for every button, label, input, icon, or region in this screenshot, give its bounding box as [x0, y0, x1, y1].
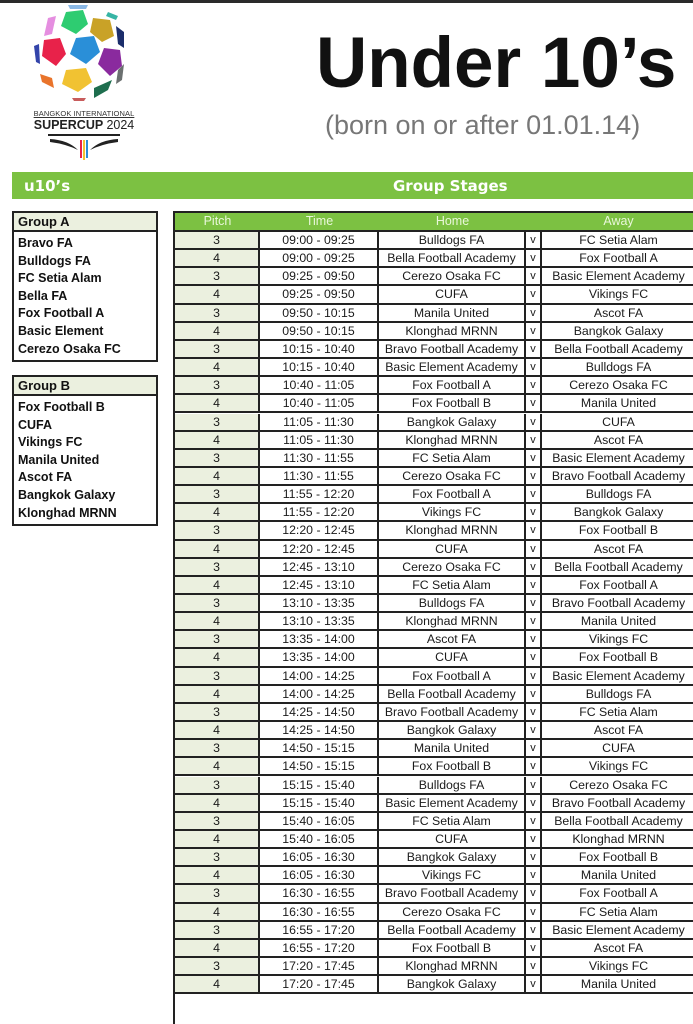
match-away-team: Manila United: [542, 613, 693, 631]
group-team: Fox Football A: [18, 306, 105, 321]
match-row: [175, 286, 693, 304]
match-row: [175, 795, 693, 813]
match-time: 12:45 - 13:10: [260, 559, 379, 577]
match-row: [175, 559, 693, 577]
match-row: [175, 305, 693, 323]
match-versus: v: [526, 795, 542, 813]
match-time: 15:40 - 16:05: [260, 831, 379, 849]
match-time: 11:30 - 11:55: [260, 450, 379, 468]
match-versus: v: [526, 649, 542, 667]
match-home-team: FC Setia Alam: [379, 450, 526, 468]
match-versus: v: [526, 595, 542, 613]
match-away-team: FC Setia Alam: [542, 232, 693, 250]
group-b-header: Group B: [12, 375, 158, 396]
match-pitch: 3: [175, 232, 260, 250]
match-pitch: 3: [175, 777, 260, 795]
match-pitch: 4: [175, 722, 260, 740]
match-away-team: Bulldogs FA: [542, 686, 693, 704]
match-time: 14:25 - 14:50: [260, 722, 379, 740]
match-home-team: Fox Football B: [379, 940, 526, 958]
match-home-team: Bella Football Academy: [379, 250, 526, 268]
match-away-team: Ascot FA: [542, 722, 693, 740]
match-versus: v: [526, 504, 542, 522]
match-time: 11:55 - 12:20: [260, 504, 379, 522]
match-home-team: Fox Football B: [379, 395, 526, 413]
match-time: 14:00 - 14:25: [260, 686, 379, 704]
match-versus: v: [526, 395, 542, 413]
match-time: 15:40 - 16:05: [260, 813, 379, 831]
match-home-team: Bangkok Galaxy: [379, 849, 526, 867]
match-away-team: Bulldogs FA: [542, 359, 693, 377]
match-away-team: Bangkok Galaxy: [542, 323, 693, 341]
match-home-team: Bravo Football Academy: [379, 704, 526, 722]
match-home-team: Fox Football A: [379, 377, 526, 395]
stage-label: Group Stages: [393, 177, 508, 195]
match-pitch: 3: [175, 377, 260, 395]
match-home-team: Bella Football Academy: [379, 686, 526, 704]
match-versus: v: [526, 940, 542, 958]
match-away-team: Klonghad MRNN: [542, 831, 693, 849]
top-edge-bar: [0, 0, 693, 3]
match-pitch: 4: [175, 904, 260, 922]
match-pitch: 4: [175, 940, 260, 958]
match-away-team: Basic Element Academy: [542, 268, 693, 286]
match-row: [175, 323, 693, 341]
group-team: Bulldogs FA: [18, 253, 91, 268]
match-away-team: Vikings FC: [542, 631, 693, 649]
group-team: Ascot FA: [18, 470, 73, 485]
match-row: [175, 976, 693, 994]
match-row: [175, 395, 693, 413]
match-time: 09:50 - 10:15: [260, 305, 379, 323]
match-away-team: Vikings FC: [542, 958, 693, 976]
match-away-team: Bella Football Academy: [542, 559, 693, 577]
match-pitch: 4: [175, 649, 260, 667]
match-time: 16:05 - 16:30: [260, 867, 379, 885]
match-away-team: Fox Football A: [542, 250, 693, 268]
match-row: [175, 740, 693, 758]
match-home-team: Vikings FC: [379, 867, 526, 885]
match-away-team: Vikings FC: [542, 758, 693, 776]
match-row: [175, 359, 693, 377]
match-versus: v: [526, 286, 542, 304]
match-home-team: Cerezo Osaka FC: [379, 468, 526, 486]
match-row: [175, 541, 693, 559]
match-row: [175, 867, 693, 885]
match-time: 11:30 - 11:55: [260, 468, 379, 486]
match-pitch: 3: [175, 486, 260, 504]
page-subtitle: (born on or after 01.01.14): [325, 110, 641, 140]
match-time: 13:10 - 13:35: [260, 613, 379, 631]
match-pitch: 4: [175, 795, 260, 813]
group-a-box: [12, 211, 158, 362]
match-versus: v: [526, 976, 542, 994]
tournament-logo: [28, 4, 140, 156]
match-time: 12:20 - 12:45: [260, 541, 379, 559]
match-versus: v: [526, 922, 542, 940]
match-pitch: 3: [175, 958, 260, 976]
match-versus: v: [526, 541, 542, 559]
match-time: 13:10 - 13:35: [260, 595, 379, 613]
match-time: 09:00 - 09:25: [260, 250, 379, 268]
match-time: 09:25 - 09:50: [260, 268, 379, 286]
match-time: 14:00 - 14:25: [260, 668, 379, 686]
match-row: [175, 631, 693, 649]
match-time: 11:55 - 12:20: [260, 486, 379, 504]
match-row: [175, 849, 693, 867]
match-pitch: 3: [175, 595, 260, 613]
match-home-team: Klonghad MRNN: [379, 522, 526, 540]
match-away-team: Manila United: [542, 976, 693, 994]
match-pitch: 4: [175, 323, 260, 341]
logo-year: 2024: [106, 118, 135, 132]
match-home-team: Vikings FC: [379, 504, 526, 522]
match-versus: v: [526, 250, 542, 268]
match-versus: v: [526, 704, 542, 722]
group-team: Cerezo Osaka FC: [18, 341, 121, 356]
match-home-team: Bravo Football Academy: [379, 885, 526, 903]
match-home-team: Bulldogs FA: [379, 595, 526, 613]
match-pitch: 3: [175, 414, 260, 432]
match-versus: v: [526, 613, 542, 631]
match-time: 12:45 - 13:10: [260, 577, 379, 595]
match-versus: v: [526, 232, 542, 250]
match-row: [175, 577, 693, 595]
match-row: [175, 522, 693, 540]
match-home-team: Klonghad MRNN: [379, 432, 526, 450]
match-away-team: CUFA: [542, 414, 693, 432]
group-team: Manila United: [18, 452, 100, 467]
match-away-team: Fox Football B: [542, 849, 693, 867]
match-pitch: 3: [175, 305, 260, 323]
match-home-team: Bangkok Galaxy: [379, 722, 526, 740]
match-time: 15:15 - 15:40: [260, 795, 379, 813]
match-home-team: FC Setia Alam: [379, 577, 526, 595]
match-row: [175, 613, 693, 631]
match-versus: v: [526, 522, 542, 540]
match-row: [175, 250, 693, 268]
match-pitch: 3: [175, 740, 260, 758]
match-versus: v: [526, 577, 542, 595]
match-row: [175, 668, 693, 686]
logo-text-supercup: [28, 118, 140, 132]
match-versus: v: [526, 341, 542, 359]
match-versus: v: [526, 686, 542, 704]
match-home-team: Klonghad MRNN: [379, 958, 526, 976]
match-row: [175, 432, 693, 450]
match-away-team: Cerezo Osaka FC: [542, 377, 693, 395]
match-away-team: Manila United: [542, 395, 693, 413]
match-home-team: FC Setia Alam: [379, 813, 526, 831]
match-home-team: Basic Element Academy: [379, 795, 526, 813]
match-home-team: Bangkok Galaxy: [379, 976, 526, 994]
match-home-team: Bravo Football Academy: [379, 341, 526, 359]
group-a-team-list: [12, 232, 158, 362]
match-versus: v: [526, 813, 542, 831]
match-versus: v: [526, 559, 542, 577]
match-time: 16:55 - 17:20: [260, 922, 379, 940]
group-b-team-list: [12, 396, 158, 526]
match-pitch: 3: [175, 849, 260, 867]
match-away-team: Vikings FC: [542, 286, 693, 304]
group-team: Klonghad MRNN: [18, 505, 117, 520]
match-home-team: Klonghad MRNN: [379, 613, 526, 631]
match-time: 17:20 - 17:45: [260, 976, 379, 994]
section-banner: [12, 172, 693, 199]
group-b-box: [12, 375, 158, 526]
match-home-team: Cerezo Osaka FC: [379, 904, 526, 922]
match-away-team: Cerezo Osaka FC: [542, 777, 693, 795]
match-pitch: 4: [175, 577, 260, 595]
match-row: [175, 922, 693, 940]
match-time: 13:35 - 14:00: [260, 631, 379, 649]
match-row: [175, 777, 693, 795]
logo-laurel-icon: [28, 134, 140, 162]
match-away-team: Fox Football A: [542, 577, 693, 595]
match-home-team: Bulldogs FA: [379, 232, 526, 250]
match-row: [175, 450, 693, 468]
match-away-team: CUFA: [542, 740, 693, 758]
match-pitch: 3: [175, 631, 260, 649]
match-time: 14:50 - 15:15: [260, 758, 379, 776]
match-away-team: Ascot FA: [542, 541, 693, 559]
match-versus: v: [526, 486, 542, 504]
match-pitch: 4: [175, 504, 260, 522]
match-home-team: Cerezo Osaka FC: [379, 559, 526, 577]
match-away-team: FC Setia Alam: [542, 704, 693, 722]
group-team: Basic Element: [18, 323, 104, 338]
match-pitch: 4: [175, 395, 260, 413]
group-team: Fox Football B: [18, 400, 105, 414]
match-away-team: Ascot FA: [542, 940, 693, 958]
match-row: [175, 722, 693, 740]
match-versus: v: [526, 631, 542, 649]
match-row: [175, 486, 693, 504]
match-pitch: 3: [175, 668, 260, 686]
match-away-team: Fox Football A: [542, 885, 693, 903]
match-away-team: Ascot FA: [542, 305, 693, 323]
schedule-header-row: [175, 213, 693, 232]
match-pitch: 3: [175, 450, 260, 468]
match-time: 10:15 - 10:40: [260, 359, 379, 377]
match-time: 17:20 - 17:45: [260, 958, 379, 976]
group-team: Bella FA: [18, 288, 68, 303]
match-home-team: CUFA: [379, 649, 526, 667]
match-time: 15:15 - 15:40: [260, 777, 379, 795]
match-away-team: Basic Element Academy: [542, 922, 693, 940]
match-away-team: FC Setia Alam: [542, 904, 693, 922]
group-a-header: Group A: [12, 211, 158, 232]
logo-supercup-word: SUPERCUP: [33, 118, 103, 132]
group-team: Bangkok Galaxy: [18, 487, 116, 502]
header-time: Time: [305, 214, 334, 228]
match-pitch: 3: [175, 559, 260, 577]
match-schedule-table: [173, 211, 693, 1024]
match-home-team: Manila United: [379, 305, 526, 323]
match-row: [175, 595, 693, 613]
group-team: Bravo FA: [18, 236, 73, 250]
match-row: [175, 377, 693, 395]
match-time: 14:50 - 15:15: [260, 740, 379, 758]
match-time: 10:40 - 11:05: [260, 395, 379, 413]
match-home-team: Fox Football A: [379, 486, 526, 504]
match-pitch: 4: [175, 432, 260, 450]
match-home-team: Bella Football Academy: [379, 922, 526, 940]
match-versus: v: [526, 849, 542, 867]
match-row: [175, 686, 693, 704]
match-away-team: Basic Element Academy: [542, 450, 693, 468]
match-versus: v: [526, 904, 542, 922]
match-pitch: 4: [175, 976, 260, 994]
match-away-team: Basic Element Academy: [542, 668, 693, 686]
match-away-team: Bravo Football Academy: [542, 468, 693, 486]
match-time: 13:35 - 14:00: [260, 649, 379, 667]
match-time: 10:40 - 11:05: [260, 377, 379, 395]
match-versus: v: [526, 432, 542, 450]
match-versus: v: [526, 377, 542, 395]
match-away-team: Manila United: [542, 867, 693, 885]
match-row: [175, 414, 693, 432]
match-time: 09:50 - 10:15: [260, 323, 379, 341]
match-away-team: Bella Football Academy: [542, 341, 693, 359]
match-pitch: 4: [175, 686, 260, 704]
match-versus: v: [526, 885, 542, 903]
match-row: [175, 268, 693, 286]
header-away: Away: [603, 214, 634, 228]
match-home-team: Bangkok Galaxy: [379, 414, 526, 432]
match-row: [175, 704, 693, 722]
logo-text-bangkok-international: BANGKOK INTERNATIONAL: [33, 109, 135, 118]
match-time: 16:55 - 17:20: [260, 940, 379, 958]
match-time: 11:05 - 11:30: [260, 414, 379, 432]
header-home: Home: [435, 214, 470, 228]
match-home-team: CUFA: [379, 831, 526, 849]
match-time: 11:05 - 11:30: [260, 432, 379, 450]
match-pitch: 4: [175, 831, 260, 849]
match-pitch: 4: [175, 541, 260, 559]
match-row: [175, 232, 693, 250]
match-versus: v: [526, 305, 542, 323]
match-away-team: Ascot FA: [542, 432, 693, 450]
match-row: [175, 885, 693, 903]
match-pitch: 4: [175, 613, 260, 631]
match-home-team: CUFA: [379, 541, 526, 559]
match-home-team: Fox Football B: [379, 758, 526, 776]
match-pitch: 3: [175, 704, 260, 722]
match-away-team: Fox Football B: [542, 522, 693, 540]
match-away-team: Bravo Football Academy: [542, 595, 693, 613]
match-away-team: Bangkok Galaxy: [542, 504, 693, 522]
match-pitch: 4: [175, 867, 260, 885]
match-pitch: 3: [175, 268, 260, 286]
match-row: [175, 958, 693, 976]
match-row: [175, 468, 693, 486]
match-pitch: 3: [175, 522, 260, 540]
match-versus: v: [526, 831, 542, 849]
match-versus: v: [526, 758, 542, 776]
group-team: CUFA: [18, 417, 53, 432]
match-row: [175, 758, 693, 776]
match-home-team: Bulldogs FA: [379, 777, 526, 795]
match-time: 09:25 - 09:50: [260, 286, 379, 304]
match-versus: v: [526, 777, 542, 795]
match-pitch: 4: [175, 758, 260, 776]
football-icon: [28, 4, 140, 109]
match-versus: v: [526, 468, 542, 486]
page-title: Under 10’s: [316, 24, 677, 103]
match-versus: v: [526, 740, 542, 758]
match-row: [175, 649, 693, 667]
match-pitch: 4: [175, 359, 260, 377]
match-row: [175, 940, 693, 958]
match-home-team: Manila United: [379, 740, 526, 758]
match-time: 14:25 - 14:50: [260, 704, 379, 722]
match-time: 16:30 - 16:55: [260, 904, 379, 922]
match-time: 09:00 - 09:25: [260, 232, 379, 250]
match-pitch: 4: [175, 286, 260, 304]
match-away-team: Fox Football B: [542, 649, 693, 667]
match-away-team: Bella Football Academy: [542, 813, 693, 831]
match-pitch: 4: [175, 468, 260, 486]
match-versus: v: [526, 414, 542, 432]
match-versus: v: [526, 668, 542, 686]
match-versus: v: [526, 359, 542, 377]
match-pitch: 4: [175, 250, 260, 268]
match-row: [175, 813, 693, 831]
match-home-team: CUFA: [379, 286, 526, 304]
match-pitch: 3: [175, 341, 260, 359]
match-time: 10:15 - 10:40: [260, 341, 379, 359]
match-pitch: 3: [175, 922, 260, 940]
match-row: [175, 831, 693, 849]
match-home-team: Klonghad MRNN: [379, 323, 526, 341]
group-team: FC Setia Alam: [18, 271, 102, 286]
match-row: [175, 904, 693, 922]
group-team: Vikings FC: [18, 435, 83, 450]
match-pitch: 3: [175, 813, 260, 831]
match-home-team: Fox Football A: [379, 668, 526, 686]
match-away-team: Bravo Football Academy: [542, 795, 693, 813]
match-versus: v: [526, 268, 542, 286]
match-time: 16:05 - 16:30: [260, 849, 379, 867]
match-versus: v: [526, 867, 542, 885]
match-home-team: Basic Element Academy: [379, 359, 526, 377]
match-home-team: Ascot FA: [379, 631, 526, 649]
match-versus: v: [526, 450, 542, 468]
match-row: [175, 341, 693, 359]
match-time: 16:30 - 16:55: [260, 885, 379, 903]
match-row: [175, 504, 693, 522]
match-time: 12:20 - 12:45: [260, 522, 379, 540]
match-versus: v: [526, 958, 542, 976]
match-versus: v: [526, 323, 542, 341]
match-away-team: Bulldogs FA: [542, 486, 693, 504]
match-pitch: 3: [175, 885, 260, 903]
match-home-team: Cerezo Osaka FC: [379, 268, 526, 286]
age-group-label: u10’s: [24, 177, 71, 195]
match-versus: v: [526, 722, 542, 740]
header-pitch: Pitch: [203, 214, 232, 228]
